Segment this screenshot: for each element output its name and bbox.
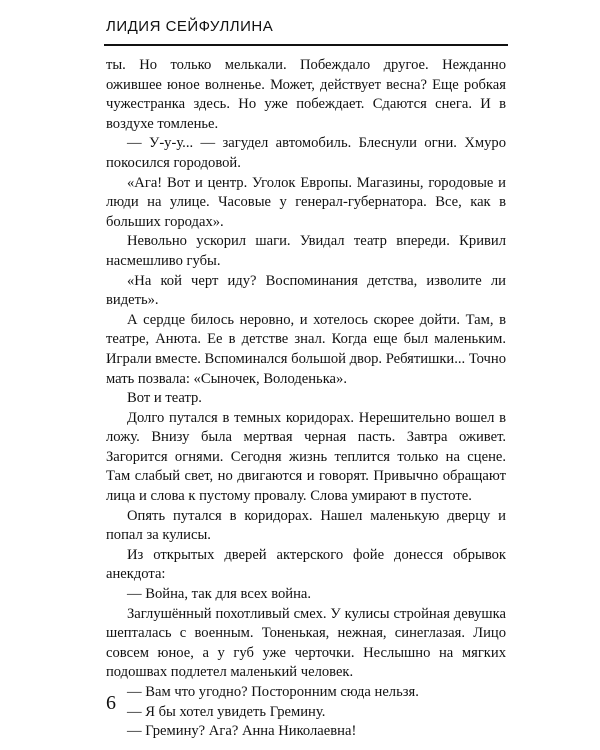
paragraph: — Вам что угодно? Посторонним сюда нельзя.	[127, 684, 419, 700]
body-text	[106, 56, 506, 742]
paragraph: «Ага! Вот и центр. Уголок Европы. Магазины, городовые и люди на улице. Часовые у генерал-губернатора. Все, как в больших городах».	[106, 174, 506, 230]
running-head-author: ЛИДИЯ СЕЙФУЛЛИНА	[106, 18, 274, 35]
page-number: 6	[106, 692, 116, 714]
paragraph: «На кой черт иду? Воспоминания детства, изволите ли видеть».	[106, 272, 506, 309]
paragraph: Вот и театр.	[127, 390, 202, 407]
paragraph: — Я бы хотел увидеть Гремину.	[127, 703, 326, 720]
paragraph: Опять путался в коридорах. Нашел маленькую дверцу и попал за кулисы.	[106, 507, 506, 544]
header-rule	[104, 44, 508, 46]
paragraph: А сердце билось неровно, и хотелось скорее дойти. Там, в театре, Анюта. Ее в детстве знал. Когда еще был маленьким. Играли вместе. Вспоминался большой двор. Ребятишки... Точно мать позвала: «Сыночек, Володенька».	[106, 311, 506, 387]
paragraph: Из открытых дверей актерского фойе донесся обрывок анекдота:	[106, 546, 506, 583]
paragraph: — Война, так для всех война.	[127, 586, 312, 603]
paragraph: — У-у-у... — загудел автомобиль. Блеснули огни. Хмуро покосился городовой.	[106, 135, 506, 171]
paragraph: Долго путался в темных коридорах. Нерешительно вошел в ложу. Внизу была мертвая черная пасть. Завтра оживет. Загорится огнями. Сегодня жизнь теплится только на сцене. Там слабый свет, но двигаются и говорят. Привычно обращают лица и слова к пустому провалу. Слова умирают в пустоте.	[106, 409, 506, 505]
paragraph: — Гремину? Ага? Анна Николаевна!	[127, 723, 357, 740]
paragraph: Заглушённый похотливый смех. У кулисы стройная девушка шепталась с военным. Тоненькая, нежная, синеглазая. Лицо совсем юное, а у губ уже черточки. Неслышно на мягких подошвах подлетел маленький человек.	[106, 605, 506, 681]
paragraph: Невольно ускорил шаги. Увидал театр впереди. Кривил насмешливо губы.	[106, 233, 506, 269]
paragraph: ты. Но только мелькали. Побеждало другое. Нежданно ожившее юное волненье. Может, действует весна? Еще робкая чужестранка здесь. Но уже побеждает. Сдаются снега. И в воздухе томленье.	[106, 57, 506, 132]
